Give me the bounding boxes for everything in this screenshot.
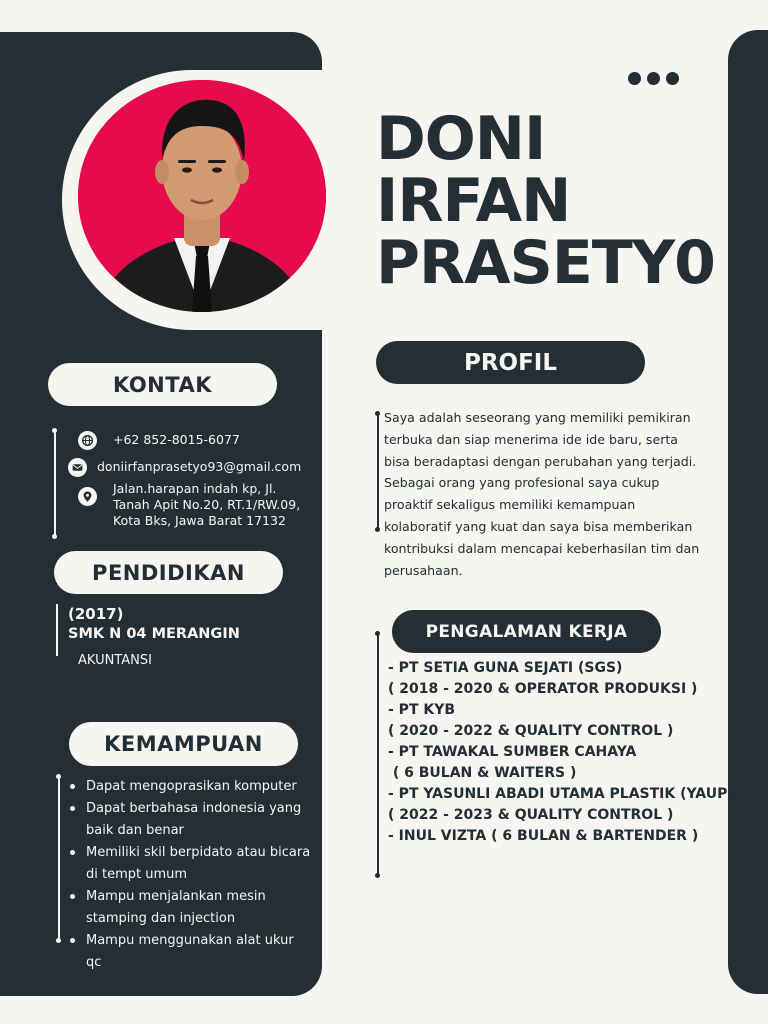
- contact-email[interactable]: doniirfanprasetyo93@gmail.com: [97, 459, 302, 474]
- experience-heading-text: PENGALAMAN KERJA: [425, 621, 628, 642]
- education-major: AKUNTANSI: [78, 653, 152, 668]
- name-line-2: IRFAN: [376, 166, 571, 236]
- experience-line: - PT TAWAKAL SUMBER CAHAYA: [388, 744, 637, 760]
- skills-heading: [69, 722, 298, 766]
- globe-icon: [78, 431, 97, 450]
- profile-line: Saya adalah seseorang yang memiliki pemikiran: [384, 410, 691, 425]
- skills-divider-line: [58, 778, 60, 940]
- contact-divider-line: [54, 431, 56, 536]
- skills-list: [68, 776, 318, 974]
- experience-line: ( 2020 - 2022 & QUALITY CONTROL ): [388, 723, 674, 739]
- skill-item-line: Mampu menjalankan mesin: [86, 889, 266, 904]
- skill-item-line: stamping dan injection: [86, 911, 236, 926]
- experience-line: ( 6 BULAN & WAITERS ): [388, 765, 577, 781]
- skill-item-line: Dapat berbahasa indonesia yang: [86, 801, 302, 816]
- skills-heading-text: KEMAMPUAN: [104, 732, 263, 756]
- profile-heading: [376, 341, 645, 384]
- experience-line: - INUL VIZTA ( 6 BULAN & BARTENDER ): [388, 828, 699, 844]
- skill-item: [68, 930, 318, 974]
- experience-heading: [392, 610, 661, 653]
- education-year: (2017): [68, 605, 124, 623]
- mail-icon: [68, 458, 87, 477]
- profile-photo-illustration: [78, 80, 326, 312]
- experience-line: - PT YASUNLI ABADI UTAMA PLASTIK (YAUP): [388, 786, 734, 802]
- skills-divider-dot-top: [56, 774, 61, 779]
- experience-line: - PT KYB: [388, 702, 456, 718]
- education-heading-text: PENDIDIKAN: [92, 560, 245, 585]
- experience-divider-dot-bottom: [375, 873, 380, 878]
- profile-line: perusahaan.: [384, 562, 463, 578]
- skill-item-line: Dapat mengoprasikan komputer: [86, 779, 297, 794]
- profile-photo: [78, 80, 326, 312]
- profile-line: bisa beradaptasi dengan perubahan yang terjadi.: [384, 453, 697, 469]
- contact-heading-text: KONTAK: [113, 372, 212, 397]
- address-line-3: Kota Bks, Jawa Barat 17132: [113, 513, 286, 528]
- person-name: [376, 104, 715, 298]
- contact-address-row: [78, 481, 300, 529]
- contact-divider-dot-top: [52, 428, 57, 433]
- address-line-2: Tanah Apit No.20, RT.1/RW.09,: [113, 497, 301, 512]
- experience-list: [388, 658, 734, 847]
- experience-line: ( 2022 - 2023 & QUALITY CONTROL ): [388, 807, 674, 823]
- experience-line: ( 2018 - 2020 & OPERATOR PRODUKSI ): [388, 681, 698, 697]
- location-pin-icon: [78, 487, 97, 506]
- experience-divider-line: [377, 634, 379, 876]
- profile-heading-text: PROFIL: [463, 349, 558, 376]
- profile-line: proaktif sekaligus memiliki kemampuan: [384, 497, 636, 513]
- profile-line: Sebagai orang yang profesional saya cukup: [384, 475, 660, 491]
- education-heading: [54, 551, 283, 594]
- education-school: SMK N 04 MERANGIN: [68, 626, 240, 642]
- skill-item-line: di tempt umum: [86, 867, 188, 882]
- experience-divider-dot-top: [375, 631, 380, 636]
- skill-item: [68, 886, 318, 930]
- name-line-1: DONI: [376, 104, 546, 174]
- contact-phone-row: [78, 431, 240, 450]
- contact-phone[interactable]: +62 852-8015-6077: [113, 432, 240, 447]
- profile-divider-dot-top: [375, 411, 380, 416]
- right-decor-strip: [728, 30, 768, 994]
- profile-line: kontribuksi dalam mencapai keberhasilan tim dan: [384, 540, 700, 556]
- skill-item: [68, 798, 318, 842]
- profile-line: terbuka dan siap menerima ide ide baru, serta: [384, 431, 679, 447]
- profile-text: [384, 407, 734, 581]
- profile-line: kolaboratif yang kuat dan saya bisa memberikan: [384, 518, 693, 534]
- skill-item-line: Memiliki skil berpidato atau bicara: [86, 845, 311, 860]
- more-dots-icon[interactable]: [628, 72, 679, 85]
- contact-email-row: [68, 458, 301, 477]
- skill-item-line: Mampu menggunakan alat ukur: [86, 933, 294, 948]
- experience-line: - PT SETIA GUNA SEJATI (SGS): [388, 660, 623, 676]
- skill-item: [68, 776, 318, 798]
- skill-item: [68, 842, 318, 886]
- contact-divider-dot-bottom: [52, 534, 57, 539]
- name-line-3: PRASETY0: [376, 228, 715, 298]
- profile-divider-dot-bottom: [375, 527, 380, 532]
- profile-divider-line: [377, 414, 379, 530]
- skills-divider-dot-bottom: [56, 938, 61, 943]
- address-line-1: Jalan.harapan indah kp, Jl.: [113, 481, 277, 496]
- skill-item-line: baik dan benar: [86, 823, 184, 838]
- education-divider-line: [56, 604, 58, 656]
- contact-heading: [48, 363, 277, 406]
- skill-item-line: qc: [86, 955, 102, 970]
